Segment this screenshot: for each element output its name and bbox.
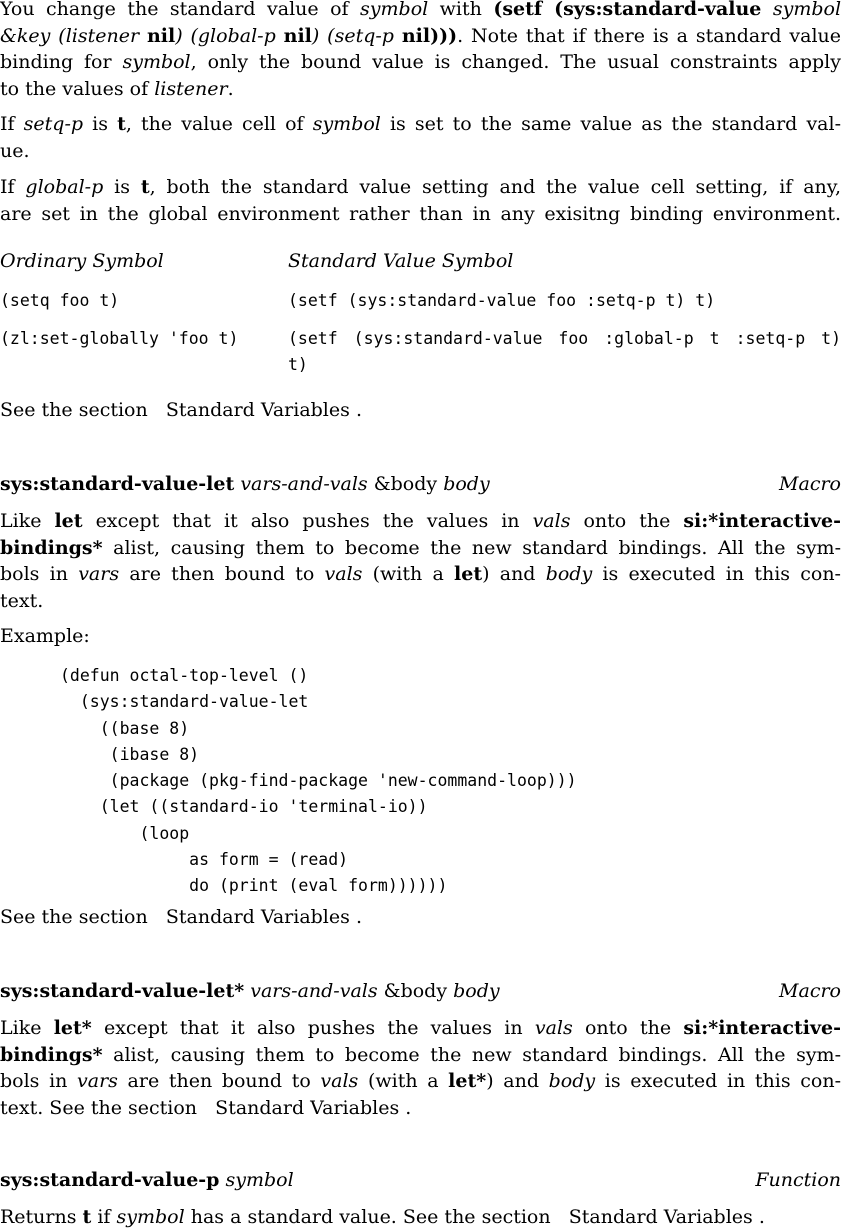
entry-args: vars-and-vals	[240, 473, 368, 495]
text-line: See the section Standard Variables .	[0, 906, 362, 928]
text-line: binding for symbol, only the bound value is changed. The usual constraints apply	[0, 51, 841, 73]
section-link[interactable]: Standard Variables	[165, 906, 350, 928]
text-line: ue.	[0, 139, 30, 162]
entry-kind: Macro	[779, 473, 841, 495]
text-line: Returns t if symbol has a standard value. See the section Standard Variables .	[0, 1206, 765, 1228]
text-line: to the values of listener.	[0, 77, 234, 100]
entry-heading	[0, 1167, 841, 1193]
entry-arg: body	[453, 980, 500, 1002]
table-cell-ordinary: (zl:set-globally 'foo t)	[0, 329, 239, 348]
table-cell-ordinary: (setq foo t)	[0, 291, 120, 310]
text-line: bindings* alist, causing them to become the new standard bindings. All the sym-	[0, 1043, 841, 1066]
entry-description	[0, 508, 841, 614]
section-link[interactable]: Standard Variables	[568, 1206, 753, 1228]
entry-description	[0, 1015, 841, 1121]
text-line: text.	[0, 589, 44, 612]
entry-description	[0, 1204, 841, 1231]
section-link[interactable]: Standard Variables	[165, 399, 350, 421]
entry-keyword: &body	[373, 473, 438, 495]
text-line: bindings* alist, causing them to become the new standard bindings. All the sym-	[0, 536, 841, 559]
setf-standard-value-paragraph	[0, 0, 841, 102]
text-line: Like let except that it also pushes the values in vals onto the si:*interactive-	[0, 510, 841, 532]
see-section-paragraph	[0, 904, 841, 931]
text-line: Like let* except that it also pushes the values in vals onto the si:*interactive-	[0, 1017, 841, 1039]
table-cell-standard-cont: t)	[288, 355, 308, 374]
text-line: You change the standard value of symbol with (setf (sys:standard-value symbol	[0, 0, 841, 20]
entry-heading	[0, 978, 841, 1004]
entry-args: symbol	[225, 1169, 294, 1191]
table-header-standard: Standard Value Symbol	[288, 250, 514, 272]
table-cell-standard: (setf (sys:standard-value foo :setq-p t) t)	[288, 291, 716, 310]
text-line: If global-p is t, both the standard value setting and the value cell setting, if any,	[0, 176, 841, 198]
table-header-ordinary: Ordinary Symbol	[0, 250, 164, 272]
global-p-paragraph	[0, 174, 841, 227]
example-label-text: Example:	[0, 625, 90, 647]
code-example: (defun octal-top-level () (sys:standard-value-let ((base 8) (ibase 8) (package (pkg-find-package 'new-command-loop))) (let ((standard-io 'terminal-io)) (loop as form = (read) do (print (eval form))))))	[60, 666, 577, 896]
text-line: are set in the global environment rather than in any exisitng binding environment.	[0, 202, 841, 225]
text-line: &key (listener nil) (global-p nil) (setq-p nil))). Note that if there is a standard value	[0, 24, 841, 47]
entry-name: sys:standard-value-p	[0, 1169, 220, 1191]
entry-arg: body	[443, 473, 490, 495]
text-line: If setq-p is t, the value cell of symbol is set to the same value as the standard val-	[0, 113, 841, 135]
see-section-paragraph	[0, 397, 841, 424]
text-line: bols in vars are then bound to vals (with a let) and body is executed in this con-	[0, 563, 841, 585]
text-line: text. See the section Standard Variables .	[0, 1096, 412, 1119]
text-line: bols in vars are then bound to vals (with a let*) and body is executed in this con-	[0, 1070, 841, 1092]
entry-name: sys:standard-value-let	[0, 473, 235, 495]
entry-keyword: &body	[383, 980, 448, 1002]
text-line: See the section Standard Variables .	[0, 399, 362, 421]
entry-kind: Function	[755, 1169, 841, 1191]
entry-heading	[0, 471, 841, 497]
table-cell-standard: (setf (sys:standard-value foo :global-p t :setq-p t)	[288, 329, 841, 348]
entry-name: sys:standard-value-let*	[0, 980, 245, 1002]
section-link[interactable]: Standard Variables	[215, 1096, 400, 1119]
example-label	[0, 623, 841, 650]
entry-kind: Macro	[779, 980, 841, 1002]
setq-p-paragraph	[0, 111, 841, 164]
entry-args: vars-and-vals	[250, 980, 378, 1002]
